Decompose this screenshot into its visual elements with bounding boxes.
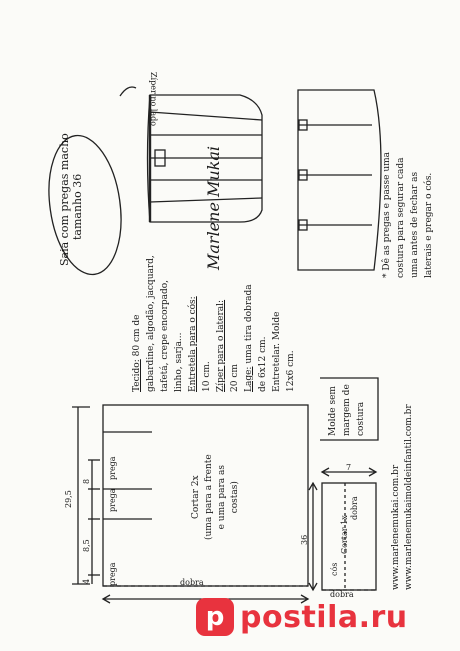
watermark-logo: p	[196, 598, 234, 636]
cut-line-3: e uma para as	[217, 464, 227, 530]
interfacing-label: Entretela para o cós:	[188, 296, 198, 392]
seam-allowance-note	[326, 384, 368, 436]
instruction-line-2: costura para segurar cada	[396, 157, 406, 278]
pattern-title	[58, 133, 84, 266]
zipper-material-value: 20 cm	[230, 364, 240, 392]
interfacing-value: 10 cm.	[202, 361, 212, 392]
title-line-2: tamanho 36	[71, 173, 84, 240]
loop-line-1: uma tira dobrada	[244, 284, 254, 364]
fabric-line-4: linho, sarja...	[174, 332, 184, 392]
zipper-label: Zíper no lado	[149, 72, 158, 127]
pleat-label-2: prega	[108, 488, 117, 512]
note-line-2: margem de	[342, 384, 352, 436]
dim-a: 4	[82, 578, 91, 584]
loop-label: Lage:	[244, 366, 254, 392]
pleat-label-1: prega	[108, 562, 117, 586]
zipper-material-label: Zíper para o lateral:	[216, 299, 226, 392]
watermark-text: postila.ru	[240, 599, 408, 635]
fold-label: dobra	[180, 578, 204, 587]
waistband-label: cós	[330, 562, 339, 576]
title-line-1: Saia com pregas macho	[58, 133, 71, 266]
instruction-line-4: laterais e pregar o cós.	[424, 172, 434, 278]
instruction-line-1: * Dê as pregas e passe uma	[382, 151, 392, 278]
url-line-2: www.marlenemukaimoldeinfantil.com.br	[404, 404, 414, 590]
waistband-fold-label: dobra	[350, 496, 359, 520]
waistband-dim-height: 7	[346, 463, 352, 472]
dim-c: 8	[82, 478, 91, 484]
materials-block	[130, 255, 298, 392]
waistband-fold-end-label: dobra	[330, 590, 354, 599]
watermark	[196, 592, 450, 642]
instruction-line-3: uma antes de fechar as	[410, 171, 420, 278]
instructions-block	[380, 152, 436, 278]
website-urls	[390, 404, 416, 590]
dim-total: 29,5	[64, 490, 73, 508]
signature: Marlene Mukai	[204, 145, 223, 270]
pleat-label-3: prega	[108, 456, 117, 480]
waistband-dim-length: 36	[300, 534, 309, 545]
url-line-1: www.marlenemukai.com.br	[391, 464, 401, 590]
fabric-line-2: gabardine, algodão, jacquard,	[146, 255, 156, 392]
fabric-line-1: 80 cm de	[132, 314, 142, 357]
loop-line-4: 12x6 cm.	[286, 350, 296, 392]
cut-line-1: Cortar 2x	[191, 475, 201, 519]
fabric-label: Tecido:	[132, 359, 142, 392]
cut-line-4: costas)	[230, 481, 240, 514]
cut-instruction	[190, 454, 242, 540]
waistband-cut-label: Cortar 1x	[340, 515, 349, 554]
dim-b: 8,5	[82, 539, 91, 552]
loop-line-3: Entretelar. Molde	[272, 311, 282, 392]
loop-line-2: de 6x12 cm.	[258, 336, 268, 392]
cut-line-2: (uma para a frente	[204, 454, 214, 540]
fabric-line-3: tafetá, crepe encorpado,	[160, 279, 170, 392]
note-line-1: Molde sem	[328, 386, 338, 436]
note-line-3: costura	[356, 401, 366, 436]
